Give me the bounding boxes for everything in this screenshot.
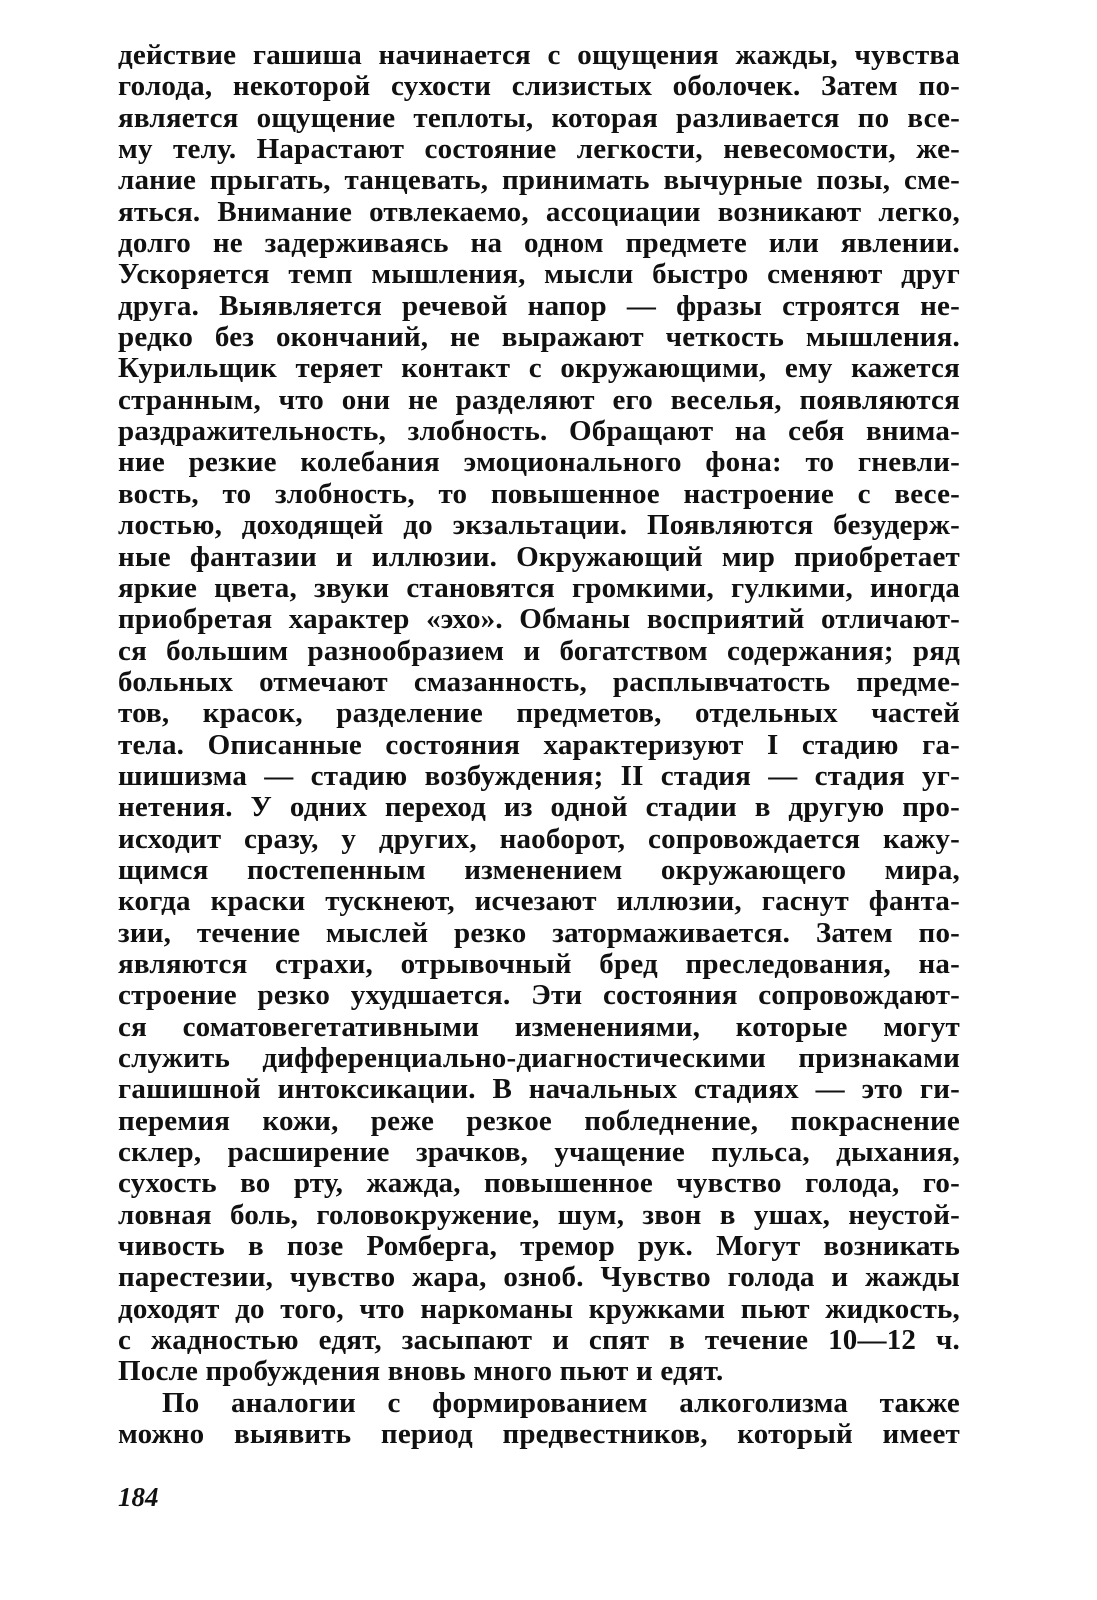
text-line: приобретая характер «эхо». Обманы восприятий отличают- (118, 603, 960, 636)
text-line: с жадностью едят, засыпают и спят в течение 10—12 ч. (118, 1324, 960, 1357)
text-line: голода, некоторой сухости слизистых оболочек. Затем по- (118, 70, 960, 103)
text-line: По аналогии с формированием алкоголизма также (162, 1386, 960, 1419)
text-line: ние резкие колебания эмоционального фона: то гневли- (118, 446, 960, 479)
text-line: чивость в позе Ромберга, тремор рук. Могут возникать (118, 1230, 960, 1263)
text-line: парестезии, чувство жара, озноб. Чувство голода и жажды (118, 1261, 960, 1294)
text-line: лостью, доходящей до экзальтации. Появляются безудерж- (118, 509, 960, 542)
text-line: ловная боль, головокружение, шум, звон в ушах, неустой- (118, 1198, 960, 1231)
text-line: Ускоряется темп мышления, мысли быстро сменяют друг (118, 258, 960, 291)
text-line: сухость во рту, жажда, повышенное чувство голода, го- (118, 1167, 960, 1200)
text-line: гашишной интоксикации. В начальных стадиях — это ги- (118, 1073, 960, 1106)
text-line: лание прыгать, танцевать, принимать вычурные позы, сме- (118, 164, 960, 197)
text-line: шишизма — стадию возбуждения; II стадия — стадия уг- (118, 759, 960, 792)
page-body (118, 40, 960, 1450)
text-line: являются страхи, отрывочный бред преследования, на- (118, 947, 960, 980)
paragraph-2 (118, 1388, 960, 1451)
text-line: является ощущение теплоты, которая разливается по все- (118, 101, 960, 134)
text-line: яркие цвета, звуки становятся громкими, гулкими, иногда (118, 571, 960, 604)
text-line: После пробуждения вновь много пьют и едят. (118, 1355, 724, 1388)
text-line: ные фантазии и иллюзии. Окружающий мир приобретает (118, 540, 960, 573)
page-number: 184 (118, 1482, 159, 1512)
text-line: нетения. У одних переход из одной стадии в другую про- (118, 791, 960, 824)
text-line: редко без окончаний, не выражают четкость мышления. (118, 321, 960, 354)
text-line: перемия кожи, реже резкое побледнение, покраснение (118, 1104, 960, 1137)
paragraph-1 (118, 40, 960, 1388)
text-line: строение резко ухудшается. Эти состояния сопровождают- (118, 979, 960, 1012)
text-line: ся большим разнообразием и богатством содержания; ряд (118, 634, 960, 667)
text-line: вость, то злобность, то повышенное настроение с весе- (118, 477, 960, 510)
text-line: ся соматовегетативными изменениями, которые могут (118, 1010, 960, 1043)
text-line: исходит сразу, у других, наоборот, сопровождается кажу- (118, 822, 960, 855)
text-line: Курильщик теряет контакт с окружающими, ему кажется (118, 352, 960, 385)
text-line: действие гашиша начинается с ощущения жажды, чувства (118, 39, 960, 71)
text-line: друга. Выявляется речевой напор — фразы строятся не- (118, 289, 960, 322)
text-line: больных отмечают смазанность, расплывчатость предме- (118, 665, 960, 698)
text-line: долго не задерживаясь на одном предмете или явлении. (118, 227, 960, 260)
text-line: раздражительность, злобность. Обращают на себя внима- (118, 415, 960, 448)
text-line: когда краски тускнеют, исчезают иллюзии, гаснут фанта- (118, 885, 960, 918)
text-line: зии, течение мыслей резко затормаживается. Затем по- (118, 916, 960, 949)
text-line: можно выявить период предвестников, который имеет (118, 1418, 960, 1451)
text-line: тов, красок, разделение предметов, отдельных частей (118, 697, 960, 730)
text-line: склер, расширение зрачков, учащение пульса, дыхания, (118, 1136, 960, 1169)
text-line: странным, что они не разделяют его веселья, появляются (118, 383, 960, 416)
text-line: яться. Внимание отвлекаемо, ассоциации возникают легко, (118, 195, 960, 228)
text-line: му телу. Нарастают состояние легкости, невесомости, же- (118, 133, 960, 166)
text-line: доходят до того, что наркоманы кружками пьют жидкость, (118, 1292, 960, 1325)
text-line: служить дифференциально-диагностическими признаками (118, 1042, 960, 1074)
text-line: щимся постепенным изменением окружающего мира, (118, 853, 960, 886)
text-line: тела. Описанные состояния характеризуют I стадию га- (118, 728, 960, 761)
